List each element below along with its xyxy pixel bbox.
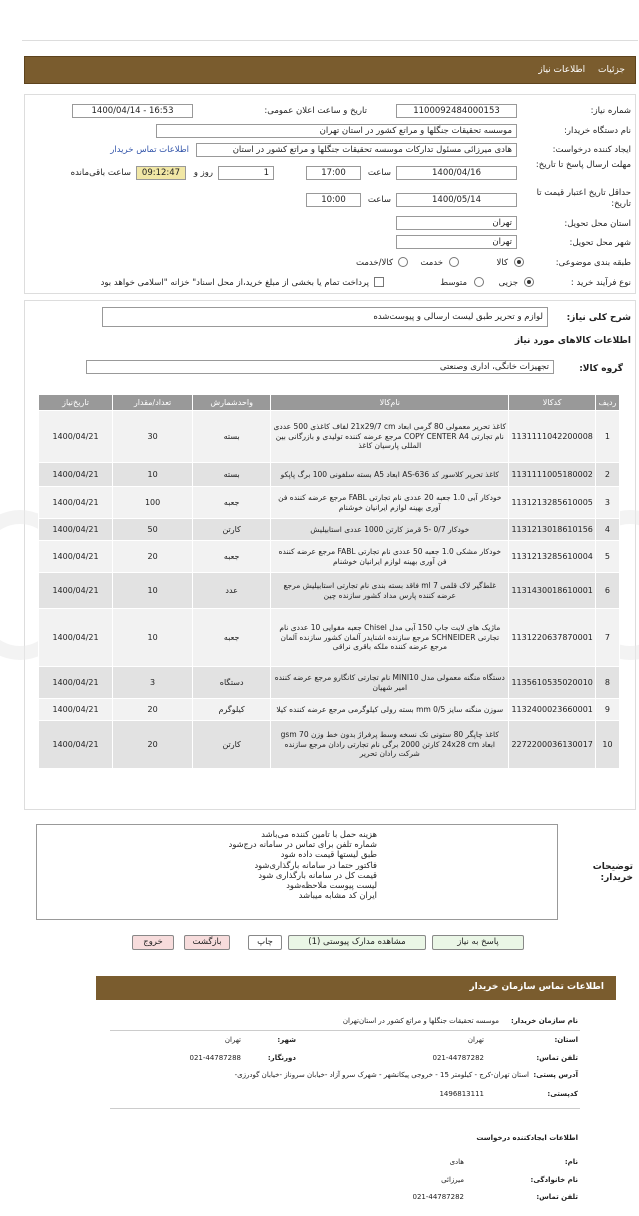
cell-name: کاغذ تحریر معمولی 80 گرمی ابعاد 21x29/7 cm لفاف کاغذی 500 عددی نام تجارتی COPY CENTER A4 مرجع عرضه کننده تولیدی و بازرگانی بین المللی پارسیان کاغذ bbox=[271, 411, 509, 463]
note-line: شماره تلفن برای تماس در سامانه درج‌شود bbox=[228, 839, 377, 850]
cell-date: 1400/04/21 bbox=[39, 487, 113, 519]
process-label: نوع فرآیند خرید : bbox=[570, 278, 631, 288]
validity-date-field: 1400/05/14 bbox=[396, 193, 517, 207]
cell-date: 1400/04/21 bbox=[39, 541, 113, 573]
goods-title: اطلاعات کالاهای مورد نیاز bbox=[514, 336, 631, 346]
buyer-field: موسسه تحقیقات جنگلها و مراتع کشور در استان تهران bbox=[156, 124, 517, 138]
col-date: تاریخ‌نیاز bbox=[39, 395, 113, 411]
deadline-date-field: 1400/04/16 bbox=[396, 166, 517, 180]
col-name: نام‌کالا bbox=[271, 395, 509, 411]
cell-row-number: 9 bbox=[595, 699, 619, 721]
table-row bbox=[39, 699, 620, 721]
cell-name: خودکار 0/7 -5 قرمز کارتن 1000 عددی استابیلیش bbox=[271, 519, 509, 541]
phone-value: 021-44787282 bbox=[432, 1054, 484, 1062]
cell-unit: جعبه bbox=[193, 487, 271, 519]
postal-value: 1496813111 bbox=[439, 1090, 484, 1098]
process-medium-label: متوسط bbox=[440, 278, 467, 288]
creator-phone-value: 021-44787282 bbox=[412, 1193, 464, 1201]
cell-row-number: 3 bbox=[595, 487, 619, 519]
cell-row-number: 2 bbox=[595, 463, 619, 487]
cell-unit: عدد bbox=[193, 573, 271, 609]
cell-code: 1131111042200008 bbox=[509, 411, 596, 463]
cell-date: 1400/04/21 bbox=[39, 699, 113, 721]
cell-date: 1400/04/21 bbox=[39, 721, 113, 769]
cell-name: خودکار مشکی 1.0 جعبه 50 عددی نام تجارتی FABL مرجع عرضه کننده فن آوری بهینه لوازم ایرانیان خوشنام bbox=[271, 541, 509, 573]
cell-code: 1131111005180002 bbox=[509, 463, 596, 487]
category-service-label: خدمت bbox=[420, 258, 443, 268]
cell-qty: 20 bbox=[113, 721, 193, 769]
remaining-time-field: 09:12:47 bbox=[136, 166, 186, 180]
note-line: قیمت کل در سامانه بارگذاری شود bbox=[258, 869, 377, 880]
buyer-notes-box bbox=[36, 824, 558, 920]
top-divider bbox=[22, 40, 638, 41]
table-row bbox=[39, 463, 620, 487]
creator-family-label: نام خانوادگی: bbox=[530, 1176, 578, 1184]
cell-unit: بسته bbox=[193, 411, 271, 463]
creator-name-value: هادی bbox=[449, 1158, 464, 1166]
divider bbox=[110, 1108, 580, 1109]
cell-unit: دستگاه bbox=[193, 667, 271, 699]
cell-code: 1132400023660001 bbox=[509, 699, 596, 721]
category-label: طبقه بندی موضوعی: bbox=[555, 258, 631, 268]
summary-field: لوازم و تحریر طبق لیست ارسالی و پیوست‌شده bbox=[102, 307, 548, 327]
creator-field: هادی میرزائی مسئول تدارکات موسسه تحقیقات جنگلها و مراتع کشور در استان bbox=[196, 143, 517, 157]
category-goods-service-label: کالا/خدمت bbox=[356, 258, 393, 268]
note-line: ایران کد مشابه میباشد bbox=[298, 890, 377, 901]
cell-code: 1131430018610001 bbox=[509, 573, 596, 609]
cell-row-number: 5 bbox=[595, 541, 619, 573]
creator-name-label: نام: bbox=[564, 1158, 578, 1166]
print-button[interactable]: چاپ bbox=[248, 935, 282, 950]
process-medium-radio[interactable] bbox=[474, 277, 484, 287]
col-row: ردیف bbox=[595, 395, 619, 411]
buyer-contact-header: اطلاعات تماس سازمان خریدار bbox=[96, 976, 616, 1000]
page-header bbox=[24, 56, 636, 84]
province-label: استان محل تحویل: bbox=[564, 219, 631, 229]
cell-code: 1135610535020010 bbox=[509, 667, 596, 699]
process-minor-radio[interactable] bbox=[524, 277, 534, 287]
cell-row-number: 10 bbox=[595, 721, 619, 769]
cell-unit: جعبه bbox=[193, 541, 271, 573]
cell-qty: 100 bbox=[113, 487, 193, 519]
announce-field: 1400/04/14 - 16:53 bbox=[72, 104, 193, 118]
category-service-radio[interactable] bbox=[449, 257, 459, 267]
category-goods-radio[interactable] bbox=[514, 257, 524, 267]
buyer-contact-link[interactable]: اطلاعات تماس خریدار bbox=[110, 145, 189, 155]
tab-need-info[interactable]: اطلاعات نیاز bbox=[538, 65, 586, 75]
cell-code: 1131213018610156 bbox=[509, 519, 596, 541]
deadline-time-field: 17:00 bbox=[306, 166, 361, 180]
treasury-payment-label: پرداخت تمام یا بخشی از مبلغ خرید،از محل اسناد" خزانه "اسلامی خواهد بود bbox=[100, 278, 369, 288]
cell-qty: 10 bbox=[113, 463, 193, 487]
city-field: تهران bbox=[396, 235, 517, 249]
creator-phone-label: تلفن تماس: bbox=[536, 1193, 578, 1201]
table-row bbox=[39, 541, 620, 573]
cell-date: 1400/04/21 bbox=[39, 463, 113, 487]
note-line: فاکتور حتما در سامانه بارگذاری‌شود bbox=[254, 859, 377, 870]
cell-name: ماژیک های لایت جاپ 150 آبی مدل Chisel جعبه مقوایی 10 عددی نام تجارتی SCHNEIDER مرجع سازنده اشنایدر آلمان کشور سازنده آلمان مرجع عرضه کننده ملکه باقری نراقی bbox=[271, 609, 509, 667]
goods-table bbox=[38, 394, 620, 769]
table-row bbox=[39, 487, 620, 519]
note-line: هزینه حمل با تامین کننده می‌باشد bbox=[261, 829, 377, 839]
city-contact-label: شهر: bbox=[277, 1036, 296, 1044]
cell-date: 1400/04/21 bbox=[39, 411, 113, 463]
col-code: کدکالا bbox=[509, 395, 596, 411]
cell-row-number: 4 bbox=[595, 519, 619, 541]
cell-row-number: 1 bbox=[595, 411, 619, 463]
city-contact-value: تهران bbox=[224, 1036, 241, 1044]
cell-row-number: 8 bbox=[595, 667, 619, 699]
cell-row-number: 7 bbox=[595, 609, 619, 667]
address-value: استان تهران-کرج - کیلومتر 15 - خروجی پیکانشهر - شهرک سرو آزاد -خیابان سروناز -خیابان گودرزی- bbox=[234, 1071, 529, 1079]
org-value: موسسه تحقیقات جنگلها و مراتع کشور در استان‌تهران bbox=[342, 1017, 499, 1025]
buyer-label: نام دستگاه خریدار: bbox=[564, 126, 631, 136]
deadline-label: مهلت ارسال پاسخ تا تاریخ: bbox=[535, 160, 631, 170]
cell-name: سوزن منگنه سایز 0/5 mm بسته رولی کیلوگرمی مرجع عرضه کننده کیلا bbox=[271, 699, 509, 721]
need-number-label: شماره نیاز: bbox=[590, 106, 631, 116]
cell-qty: 20 bbox=[113, 541, 193, 573]
cell-qty: 3 bbox=[113, 667, 193, 699]
cell-date: 1400/04/21 bbox=[39, 573, 113, 609]
summary-label: شرح کلی نیاز: bbox=[566, 313, 631, 323]
note-line: طبق لیستها قیمت داده شود bbox=[280, 849, 377, 860]
reply-button[interactable]: پاسخ به نیاز bbox=[432, 935, 524, 950]
cell-row-number: 6 bbox=[595, 573, 619, 609]
divider bbox=[110, 1030, 580, 1031]
process-minor-label: جزیی bbox=[498, 278, 518, 288]
remaining-label: ساعت باقی‌مانده bbox=[70, 168, 131, 178]
table-row bbox=[39, 609, 620, 667]
need-number-field: 1100092484000153 bbox=[396, 104, 517, 118]
province-contact-label: استان: bbox=[554, 1036, 578, 1044]
city-label: شهر محل تحویل: bbox=[569, 238, 631, 248]
exit-button[interactable]: خروج bbox=[132, 935, 174, 950]
cell-qty: 20 bbox=[113, 699, 193, 721]
creator-family-value: میرزائی bbox=[441, 1176, 464, 1184]
phone-label: تلفن تماس: bbox=[536, 1054, 578, 1062]
cell-date: 1400/04/21 bbox=[39, 519, 113, 541]
buyer-notes-label: توضیحات خریدار: bbox=[592, 862, 633, 883]
days-label: روز و bbox=[193, 168, 213, 178]
goods-group-label: گروه کالا: bbox=[579, 364, 623, 374]
tab-details[interactable]: جزئیات bbox=[598, 65, 625, 75]
cell-unit: کارتن bbox=[193, 519, 271, 541]
col-qty: تعداد/مقدار bbox=[113, 395, 193, 411]
address-label: آدرس پستی: bbox=[533, 1071, 578, 1079]
validity-label: حداقل تاریخ اعتبار قیمت تا تاریخ: bbox=[536, 188, 631, 209]
category-goods-label: کالا bbox=[496, 258, 508, 268]
category-goods-service-radio[interactable] bbox=[398, 257, 408, 267]
fax-value: 021-44787288 bbox=[189, 1054, 241, 1062]
table-row bbox=[39, 411, 620, 463]
days-field: 1 bbox=[218, 166, 274, 180]
cell-name: خودکار آبی 1.0 جعبه 20 عددی نام تجارتی FABL مرجع عرضه کننده فن آوری بهینه لوازم ایرانیان خوشنام bbox=[271, 487, 509, 519]
cell-qty: 50 bbox=[113, 519, 193, 541]
cell-unit: کارتن bbox=[193, 721, 271, 769]
cell-unit: بسته bbox=[193, 463, 271, 487]
cell-unit: جعبه bbox=[193, 609, 271, 667]
cell-qty: 10 bbox=[113, 573, 193, 609]
announce-label: تاریخ و ساعت اعلان عمومی: bbox=[264, 106, 367, 116]
cell-qty: 30 bbox=[113, 411, 193, 463]
table-row bbox=[39, 519, 620, 541]
cell-unit: کیلوگرم bbox=[193, 699, 271, 721]
cell-name: کاغذ چاپگر 80 ستونی تک نسخه وسط پرفراژ بدون خط وزن 70 gsm ابعاد 24x28 cm کارتن 2000 برگی نام تجارتی رادان مرجع سازنده شرکت رادان تحریر bbox=[271, 721, 509, 769]
table-row bbox=[39, 573, 620, 609]
table-row bbox=[39, 721, 620, 769]
province-field: تهران bbox=[396, 216, 517, 230]
cell-code: 1131213285610005 bbox=[509, 487, 596, 519]
fax-label: دورنگار: bbox=[267, 1054, 296, 1062]
postal-label: کدپستی: bbox=[547, 1090, 578, 1098]
note-line: لیست پیوست ملاحظه‌شود bbox=[286, 880, 377, 891]
treasury-payment-checkbox[interactable] bbox=[374, 277, 384, 287]
back-button[interactable]: بازگشت bbox=[184, 935, 230, 950]
deadline-time-label: ساعت bbox=[367, 168, 391, 178]
creator-label: ایجاد کننده درخواست: bbox=[552, 145, 631, 155]
validity-time-label: ساعت bbox=[367, 195, 391, 205]
cell-name: دستگاه منگنه معمولی مدل MINI10 نام تجارتی کانگارو مرجع عرضه کننده امیر شهیان bbox=[271, 667, 509, 699]
cell-date: 1400/04/21 bbox=[39, 609, 113, 667]
goods-group-field: تجهیزات خانگی، اداری وصنعتی bbox=[86, 360, 554, 374]
cell-date: 1400/04/21 bbox=[39, 667, 113, 699]
col-unit: واحدشمارش bbox=[193, 395, 271, 411]
cell-code: 1131213285610004 bbox=[509, 541, 596, 573]
cell-name: غلط‌گیر لاک قلمی 7 ml فاقد بسته بندی نام تجارتی استابیلیش مرجع عرضه کننده پارس مداد کشور سازنده چین bbox=[271, 573, 509, 609]
view-docs-button[interactable]: مشاهده مدارک پیوستی (1) bbox=[288, 935, 426, 950]
cell-code: 2272200036130017 bbox=[509, 721, 596, 769]
validity-time-field: 10:00 bbox=[306, 193, 361, 207]
creator-info-title: اطلاعات ایجادکننده درخواست bbox=[476, 1134, 578, 1142]
cell-name: کاغذ تحریر کلاسور کد AS-636 ابعاد A5 بسته سلفونی 100 برگ پاپکو bbox=[271, 463, 509, 487]
cell-code: 1131220637870001 bbox=[509, 609, 596, 667]
cell-qty: 10 bbox=[113, 609, 193, 667]
province-contact-value: تهران bbox=[467, 1036, 484, 1044]
org-label: نام سازمان خریدار: bbox=[510, 1017, 578, 1025]
table-row bbox=[39, 667, 620, 699]
